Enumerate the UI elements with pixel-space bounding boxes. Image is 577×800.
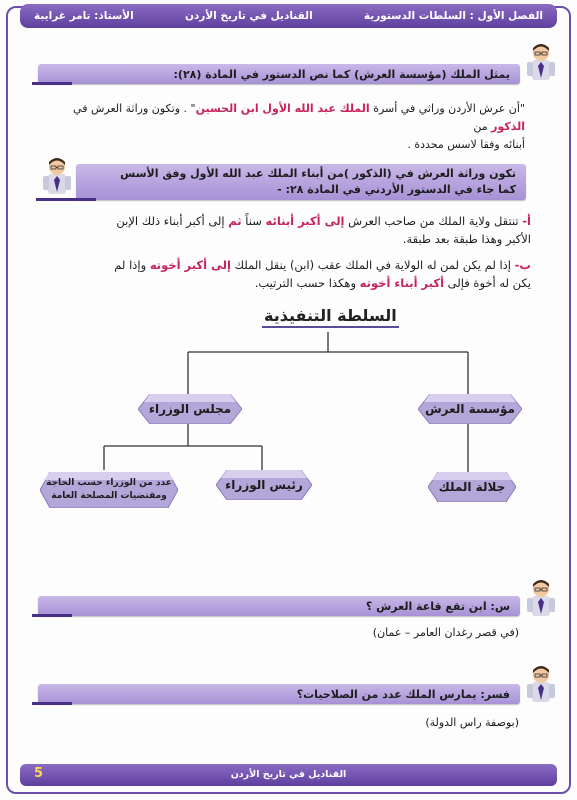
bar-underline — [32, 702, 72, 705]
teacher-name: الأستاذ: تامر غرايبة — [34, 10, 134, 22]
section-heading: تكون وراثة العرش في (الذكور )من أبناء الملك عبد الله الأول وفق الأسس — [120, 167, 516, 180]
node-label: مجلس الوزراء — [148, 402, 232, 416]
question-bar — [38, 596, 520, 616]
rule-text: إذا لم يكن لمن له الولاية في الملك عقب (ابن) ينقل الملك — [230, 258, 515, 272]
answer-text: (بوصفة راس الدولة) — [425, 716, 519, 729]
quote-highlight: الملك عبد الله الأول ابن الحسين — [195, 102, 370, 115]
rule-text: وهكذا حسب الترتيب. — [254, 276, 360, 290]
teacher-avatar-icon — [524, 664, 558, 704]
rule-text: سناً — [241, 214, 266, 228]
rule-text: تنتقل ولاية الملك من صاحب العرش — [344, 214, 523, 228]
quote-text: أبنائه وفقا لاسس محددة . — [407, 138, 525, 151]
node-label: مؤسسة العرش — [425, 402, 515, 416]
quote-text: من — [473, 120, 492, 133]
rule-text: إلى أكبر أبناء ذلك الإبن — [116, 214, 229, 228]
rule-text: يكن له أخوة فإلى — [444, 276, 531, 290]
rule-highlight: أكبر أبناء أخوته — [359, 276, 445, 290]
node-king — [428, 472, 516, 502]
chart-title: السلطة التنفيذية — [262, 306, 399, 328]
node-label: جلالة الملك — [438, 480, 506, 494]
book-title: القناديل في تاريخ الأردن — [184, 10, 313, 22]
page-footer — [20, 764, 557, 786]
rule-label: أ- — [522, 214, 531, 228]
teacher-avatar-icon — [524, 578, 558, 618]
footer-title: القناديل في تاريخ الأردن — [230, 769, 347, 780]
answer-text: (في قصر رغدان العامر – عمان) — [372, 626, 519, 639]
section-heading: كما جاء في الدستور الأردني في المادة ٢٨: - — [277, 183, 516, 196]
rule-highlight: ثم — [228, 214, 242, 228]
node-label: رئيس الوزراء — [225, 478, 303, 492]
quote-highlight: الذكور — [491, 120, 525, 133]
question-text: س: ابن تقع قاعة العرش ؟ — [365, 599, 510, 613]
rule-highlight: إلى أكبر أخوته — [149, 258, 231, 272]
rule-text: الأكبر وهذا طبقة بعد طبقة. — [402, 232, 531, 246]
node-throne — [418, 394, 522, 424]
node-ministers — [40, 472, 178, 508]
rule-label: ب- — [514, 258, 531, 272]
question-text: فسر: يمارس الملك عدد من الصلاحيات؟ — [296, 687, 510, 701]
section-heading: يمثل الملك (مؤسسة العرش) كما نص الدستور في المادة (٢٨): — [173, 67, 510, 81]
quote-text: " . وتكون وراثة العرش في — [73, 102, 196, 115]
rule-highlight: إلى أكبر أبنائه — [265, 214, 345, 228]
page-number: 5 — [34, 766, 44, 781]
node-pm — [216, 470, 312, 500]
node-label: عدد من الوزراء حسب الحاجة ومقتضيات المصلحة العامة — [46, 478, 172, 501]
rule-text: وإذا لم — [114, 258, 150, 272]
question-bar — [38, 684, 520, 704]
chapter-title: الفصل الأول : السلطات الدستورية — [363, 10, 543, 22]
node-council — [138, 394, 242, 424]
quote-text: "أن عرش الأردن وراثي في أسرة — [369, 102, 525, 115]
bar-underline — [32, 614, 72, 617]
